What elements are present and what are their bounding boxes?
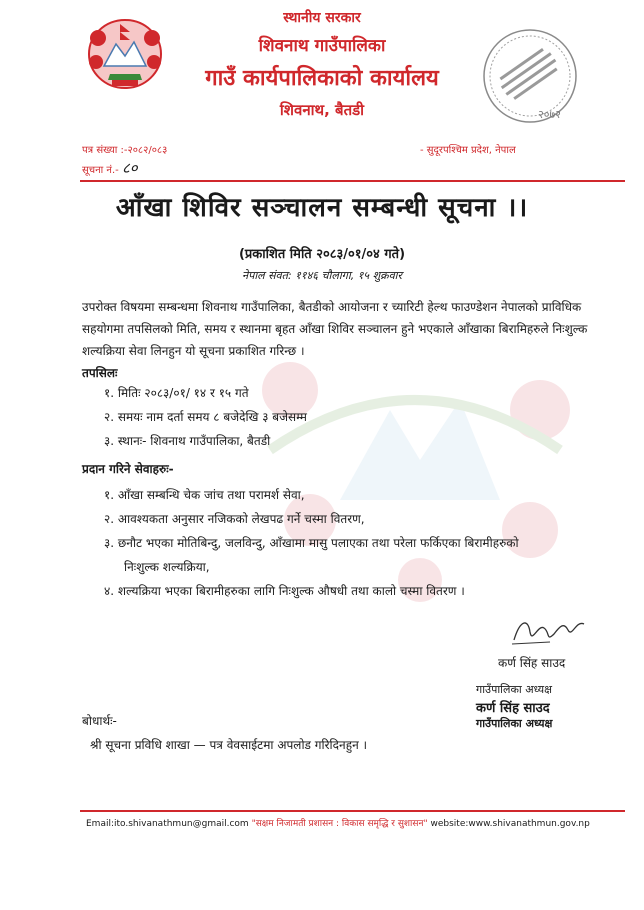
details-item-place: ३. स्थानः- शिवनाथ गाउँपालिका, बैतडी: [104, 434, 271, 448]
header-address: शिवनाथ, बैतडी: [279, 101, 365, 119]
published-date: (प्रकाशित मिति २०८३/०१/०४ गते): [238, 247, 406, 262]
notice-number-value: ८०: [121, 159, 138, 177]
services-item-3: ३. छनौट भएका मोतिबिन्दु, जलविन्दु, आँखामा मासु पलाएका तथा परेला फर्किएका बिरामीहरुको: [104, 536, 519, 550]
footer-website: website:www.shivanathmun.gov.np: [430, 819, 590, 829]
footer-email: Email:ito.shivanathmun@gmail.com: [86, 819, 249, 829]
handwritten-signature: [510, 614, 590, 648]
notice-title: आँखा शिविर सञ्चालन सम्बन्धी सूचना ।।: [115, 193, 529, 223]
intro-paragraph: उपरोक्त विषयमा सम्बन्धमा शिवनाथ गाउँपालिका, बैतडीको आयोजना र च्यारिटी हेल्थ फाउण्डेशन नेपालको प्राविधिक सहयोगमा तपसिलको मिति, समय र स्थानमा बृहत आँखा शिविर सञ्चालन हुने भएकाले आँखाका बिरामिहरुले निःशुल्क शल्यक्रिया सेवा लिनहुन यो सूचना प्रकाशित गरिन्छ ।: [82, 300, 588, 358]
footer: [86, 816, 626, 829]
nepal-samvat-date: नेपाल संवत: ११४६ चौलागा, १५ शुक्रवार: [241, 269, 403, 282]
services-label: प्रदान गरिने सेवाहरुः-: [82, 462, 174, 476]
seal-year: २०७२: [538, 108, 561, 121]
services-item-3-cont: निःशुल्क शल्यक्रिया,: [124, 560, 210, 574]
letter-number: पत्र संख्या :-२०८२/०८३: [82, 145, 168, 156]
header-municipality-name: शिवनाथ गाउँपालिका: [258, 36, 386, 56]
signatory-name: कर्ण सिंह साउद: [498, 656, 566, 670]
signatory-title: गाउँपालिका अध्यक्ष: [476, 683, 553, 696]
services-item-1: १. आँखा सम्बन्धि चेक जांच तथा परामर्श सेवा,: [104, 488, 305, 502]
signatory-stamp: [476, 682, 596, 730]
stamp-name: कर्ण सिंह साउद: [476, 701, 550, 716]
footer-divider: [80, 810, 625, 812]
notice-number-label: सूचना नं.-: [82, 165, 119, 176]
municipality-seal-icon: [478, 24, 582, 128]
services-item-4: ४. शल्यक्रिया भएका बिरामीहरुका लागि निःशुल्क औषधी तथा कालो चस्मा वितरण ।: [104, 584, 465, 598]
footer-slogan: "सक्षम निजामती प्रशासन : विकास समृद्धि र सुशासन": [251, 819, 428, 829]
details-label: तपसिलः: [82, 366, 118, 380]
cc-line: श्री सूचना प्रविधि शाखा — पत्र वेवसाईटमा अपलोड गरिदिनहुन ।: [90, 738, 368, 752]
details-item-date: १. मितिः २०८३/०१/ १४ र १५ गते: [104, 386, 249, 400]
details-item-time: २. समयः नाम दर्ता समय ८ बजेदेखि ३ बजेसम्म: [104, 410, 307, 424]
notice-number: [82, 158, 138, 178]
header-divider: [80, 180, 625, 182]
stamp-title: गाउँपालिका अध्यक्ष: [476, 717, 553, 730]
header-local-government: स्थानीय सरकार: [283, 10, 361, 26]
cc-label: बोधार्थः-: [82, 714, 117, 728]
services-item-2: २. आवश्यकता अनुसार नजिकको लेखपढ गर्ने चस्मा वितरण,: [104, 512, 365, 526]
province-address: - सुदूरपश्चिम प्रदेश, नेपाल: [420, 145, 516, 156]
header-office-name: गाउँ कार्यपालिकाको कार्यालय: [205, 66, 439, 91]
